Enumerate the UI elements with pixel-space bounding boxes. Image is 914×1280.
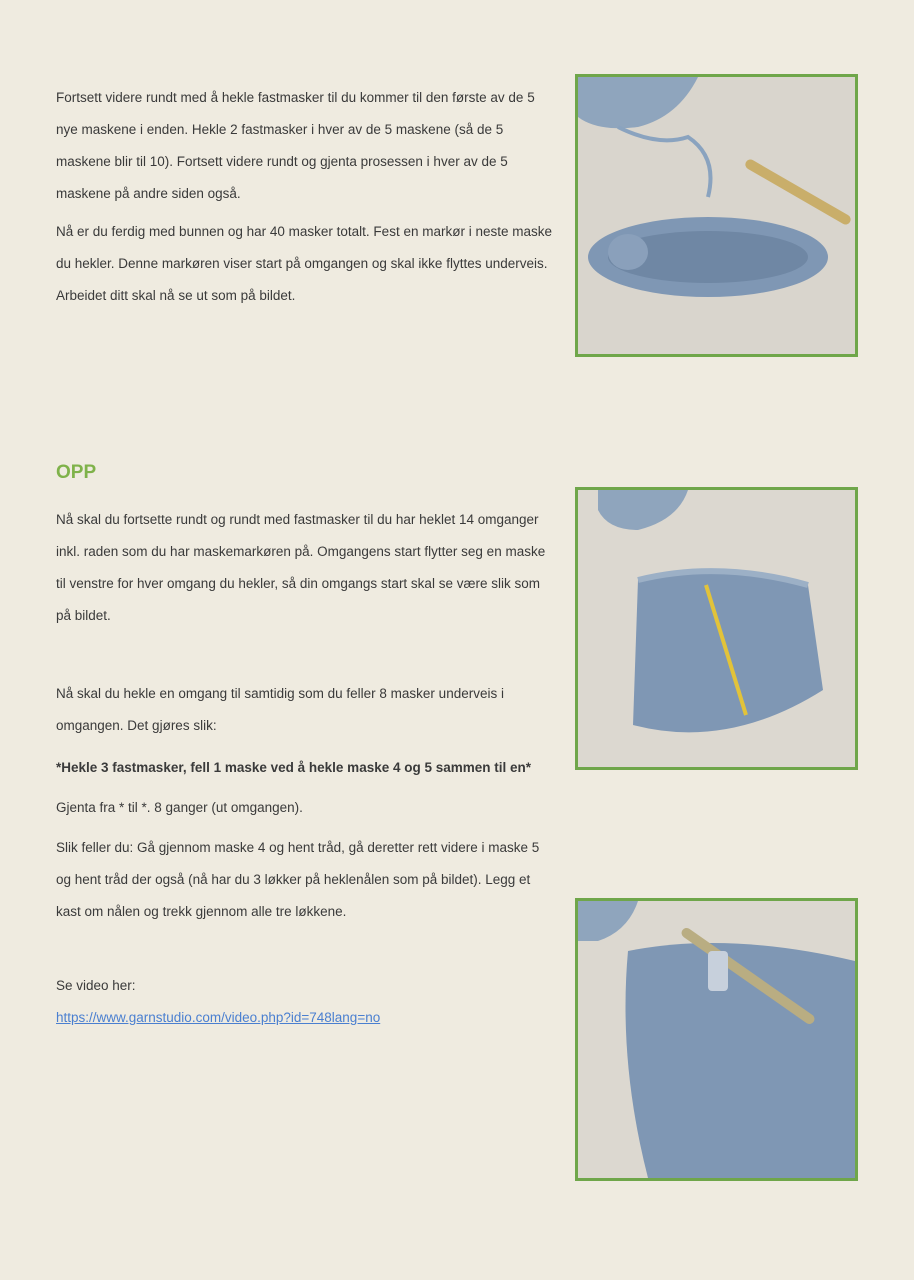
crochet-decrease-photo-icon (578, 901, 855, 1178)
crochet-oval-base-photo-icon (578, 77, 855, 354)
video-link-line (56, 1002, 556, 1034)
photo-oval-base (575, 74, 858, 357)
section1-paragraph-2: Nå er du ferdig med bunnen og har 40 masker totalt. Fest en markør i neste maske du hekler. Denne markøren viser start på omgangen og skal ikke flyttes underveis. (56, 224, 552, 271)
section1-paragraph-3: Arbeidet ditt skal nå se ut som på bildet. (56, 288, 296, 303)
section2-paragraph-2: Nå skal du hekle en omgang til samtidig som du feller 8 masker underveis i omgangen. Det gjøres slik: (56, 686, 504, 733)
photo-decrease (575, 898, 858, 1181)
repeat-instruction: Gjenta fra * til *. 8 ganger (ut omgangen). (56, 800, 303, 815)
section2-text (56, 504, 556, 1034)
section2-paragraph-3: Slik feller du: Gå gjennom maske 4 og hent tråd, gå deretter rett videre i maske 5 og hent tråd der også (nå har du 3 løkker på heklenålen som på bildet). Legg et kast om nålen og trekk gjennom alle tre løkkene. (56, 840, 540, 919)
section-heading-opp: OPP (56, 462, 97, 483)
crochet-basket-marker-photo-icon (578, 490, 855, 767)
video-label: Se video her: (56, 978, 136, 993)
section1-text (56, 82, 556, 312)
section1-paragraph-1: Fortsett videre rundt med å hekle fastmasker til du kommer til den første av de 5 nye maskene i enden. Hekle 2 fastmasker i hver av de 5 maskene (så de 5 maskene blir til 10). Fortsett videre rundt og gjenta prosessen i hver av de 5 maskene på andre siden også. (56, 90, 535, 201)
video-link[interactable]: https://www.garnstudio.com/video.php?id=748lang=no (56, 1010, 381, 1025)
section2-paragraph-1: Nå skal du fortsette rundt og rundt med fastmasker til du har heklet 14 omganger inkl. raden som du har maskemarkøren på. Omgangens start flytter seg en maske til venstre for hver omgang du hekler, så din omgangs start skal se være slik som på bildet. (56, 512, 546, 623)
bold-instruction: *Hekle 3 fastmasker, fell 1 maske ved å hekle maske 4 og 5 sammen til en* (56, 760, 532, 775)
photo-basket-marker (575, 487, 858, 770)
